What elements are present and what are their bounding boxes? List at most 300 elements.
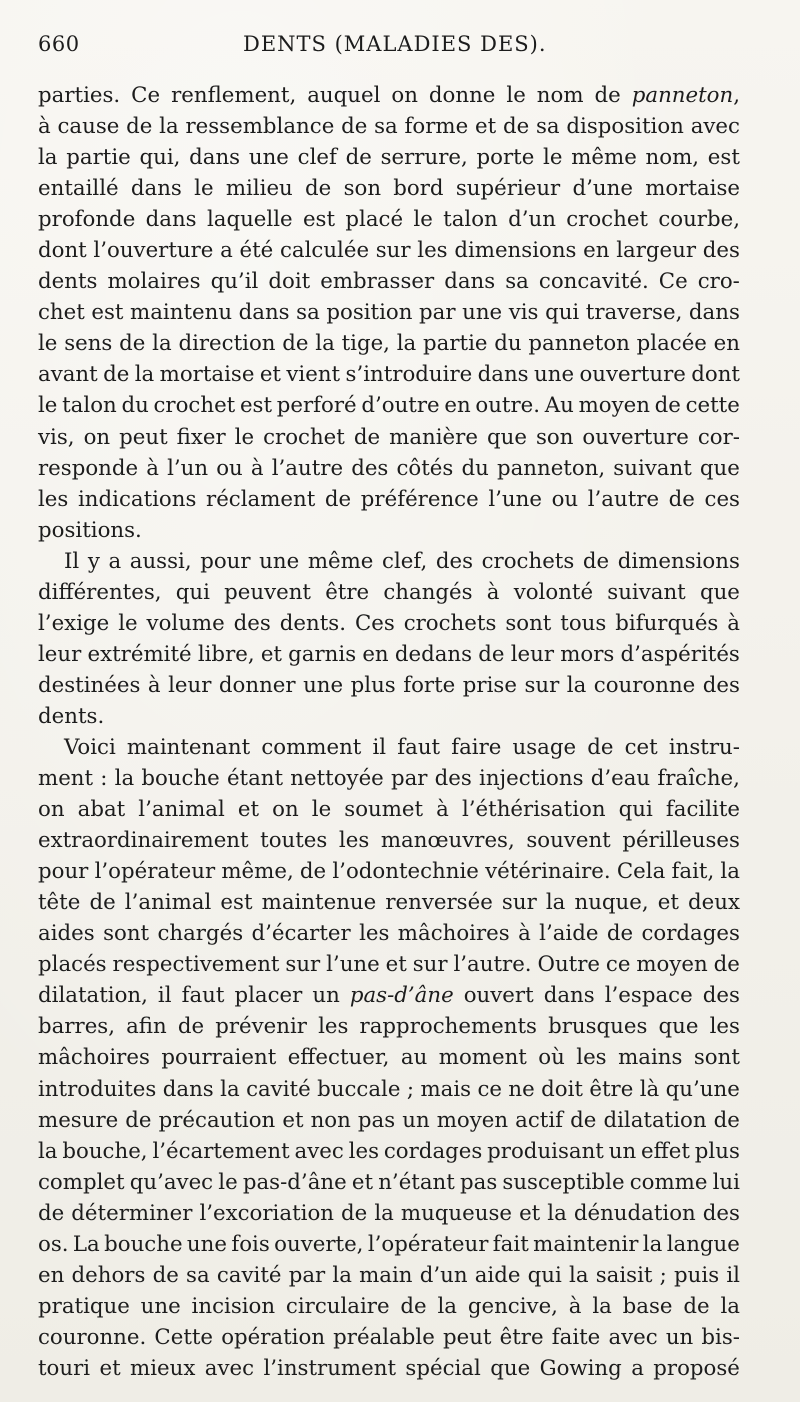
word: embrasser [320, 269, 435, 295]
word: extrémité [87, 641, 192, 667]
word: bord [393, 176, 444, 202]
word: fraîche, [657, 766, 740, 792]
word: préférence [360, 486, 479, 512]
word: sa [186, 1262, 210, 1288]
word: porte [476, 145, 535, 171]
word: comment [261, 734, 362, 760]
word: la [569, 1262, 589, 1288]
word: de [324, 486, 352, 512]
word: donne [428, 83, 496, 108]
word: injections [479, 766, 584, 792]
word: vis, [38, 424, 75, 450]
word: concavité. [538, 269, 649, 295]
word: qui [618, 797, 653, 823]
word: la [720, 1293, 740, 1319]
word: afin [126, 1014, 167, 1040]
word: faut [397, 734, 441, 760]
word: différentes, [38, 579, 162, 605]
word: dans [130, 176, 182, 202]
word: de [282, 331, 309, 357]
word: circulaire [285, 1293, 390, 1319]
word: qu’il [210, 269, 259, 295]
word: dents. [279, 610, 346, 636]
word: position [326, 300, 413, 326]
word: moment [438, 1045, 527, 1071]
word: dans [145, 207, 197, 233]
word: il [372, 734, 387, 760]
word: la [566, 672, 587, 698]
word: calculée [279, 238, 370, 264]
text-line [38, 825, 740, 856]
word: Cette [154, 1324, 214, 1350]
word: nettoyée [290, 766, 384, 792]
word: renflement, [171, 83, 297, 108]
word: fait [492, 1231, 529, 1257]
word: la [38, 1138, 58, 1164]
text-line [38, 577, 740, 608]
word: d’eau [590, 766, 651, 792]
word: lui [712, 1169, 740, 1195]
word: l’un [167, 455, 209, 481]
text-line [38, 546, 740, 577]
word: la [38, 145, 58, 171]
word: été [239, 238, 274, 264]
page-number: 660 [38, 32, 80, 56]
word: mortaise [159, 362, 255, 388]
word: proposé [653, 1355, 740, 1381]
word: la [315, 331, 335, 357]
word: renversée [385, 890, 493, 916]
word: par [419, 300, 456, 326]
word: déterminer [71, 1200, 193, 1226]
word: non [310, 1107, 351, 1133]
word: mains [618, 1045, 683, 1071]
running-head: DENTS (MALADIES DES). [243, 32, 547, 56]
word: cet [624, 734, 658, 760]
word: ou [551, 486, 579, 512]
word: touri [38, 1355, 91, 1381]
word: supérieur [455, 176, 561, 202]
word: plus [350, 672, 396, 698]
word: du [461, 455, 489, 481]
word: moyen [436, 1107, 509, 1133]
word: et [237, 797, 260, 823]
word: Gowing [539, 1355, 622, 1381]
word: l’une [326, 952, 380, 978]
word: les [318, 1014, 349, 1040]
word: avec [294, 1138, 344, 1164]
word: où [538, 1045, 565, 1071]
word: doit [268, 269, 311, 295]
word: saisit [595, 1262, 653, 1288]
word: au [400, 1045, 428, 1071]
word: plus [694, 1138, 740, 1164]
word: a [108, 548, 122, 574]
word: de [177, 1014, 205, 1040]
word: entaillé [38, 176, 119, 202]
word: cette [685, 393, 740, 419]
word: et [385, 952, 407, 978]
word: en [362, 641, 389, 667]
word: milieu [225, 176, 293, 202]
word: moyen [636, 952, 708, 978]
word: introduites [38, 1076, 157, 1102]
word: une [259, 548, 300, 574]
word: sont [693, 1045, 740, 1071]
word: ouvert [463, 983, 534, 1009]
word: de [478, 641, 505, 667]
word: une [186, 1231, 227, 1257]
text-line [38, 80, 740, 111]
word: être [499, 1324, 544, 1350]
word: la [152, 331, 172, 357]
word: la [332, 1262, 352, 1288]
word: s’introduire [345, 362, 473, 388]
word: manœuvres, [380, 828, 515, 854]
word: prévenir [215, 1014, 307, 1040]
word: que [699, 579, 740, 605]
word: est [91, 300, 124, 326]
word: la [437, 1293, 458, 1319]
word: le [218, 1169, 238, 1195]
text-line [38, 1167, 740, 1198]
word: l’autre [587, 486, 660, 512]
word: ne [508, 1076, 535, 1102]
word: clef, [382, 548, 428, 574]
word: gencive, [467, 1293, 558, 1319]
word: une [248, 145, 289, 171]
text-line [38, 608, 740, 639]
word: bifurqués [615, 610, 719, 636]
word: changés [383, 579, 473, 605]
word: le [38, 393, 58, 419]
word: et [475, 114, 497, 140]
word: serrure, [380, 145, 468, 171]
word: aussi, [129, 548, 192, 574]
word: suivant [607, 579, 686, 605]
word: là [639, 1076, 660, 1102]
word: rapprochements [359, 1014, 537, 1040]
text-line [38, 1198, 740, 1229]
word: clef [297, 145, 337, 171]
word: doit [541, 1076, 583, 1102]
word: fixer [176, 424, 226, 450]
word: est [707, 145, 740, 171]
text-line [38, 1291, 740, 1322]
text-line [38, 1136, 740, 1167]
word: instru- [668, 734, 740, 760]
word: des [434, 766, 472, 792]
text-line [38, 297, 740, 328]
word: un [312, 983, 340, 1009]
word: maintenir [533, 1231, 639, 1257]
word: maintenue [261, 890, 377, 916]
word: d’écarter [251, 921, 351, 947]
word: donner [218, 672, 296, 698]
word: dents. [38, 703, 105, 729]
word: l’odontechnie [332, 859, 479, 885]
word: couronne [593, 672, 696, 698]
word: de [587, 734, 614, 760]
text-line [38, 390, 740, 421]
word: le [311, 797, 332, 823]
word: à [38, 114, 51, 140]
word: qui [527, 1262, 562, 1288]
word: que [490, 1355, 531, 1381]
word: faut [181, 983, 225, 1009]
word: qu’une [665, 1076, 740, 1102]
text-line [38, 142, 740, 173]
word: sont [103, 921, 150, 947]
word: l’opérateur [367, 1231, 489, 1257]
word: fois [231, 1231, 270, 1257]
word: l’autre [271, 455, 344, 481]
word: la [545, 890, 566, 916]
word: panneton, [496, 455, 606, 481]
text-line [38, 1105, 740, 1136]
word: sur [375, 238, 411, 264]
word: effet [641, 1138, 690, 1164]
text-line [38, 484, 740, 515]
word: ouverte, [274, 1231, 364, 1257]
word: usage [512, 734, 577, 760]
word: les [348, 1138, 380, 1164]
word: dénudation [573, 1200, 696, 1226]
word: à [486, 579, 500, 605]
word: la [642, 1231, 663, 1257]
word: de [152, 1262, 179, 1288]
word: on [38, 797, 65, 823]
word: que [658, 1014, 699, 1040]
text-line [38, 732, 740, 763]
word: auquel [307, 83, 381, 108]
word: on [83, 424, 111, 450]
word: faire [451, 734, 502, 760]
word: spécial [405, 1355, 481, 1381]
word: dents [38, 269, 98, 295]
word: leur [168, 672, 212, 698]
word: la [396, 331, 417, 357]
word: de [502, 114, 530, 140]
word: Outre [537, 952, 601, 978]
word: et [259, 362, 281, 388]
word: a [631, 1355, 644, 1381]
word: dilatation [603, 1107, 707, 1133]
word: mortaise [645, 176, 740, 202]
word: des [351, 455, 389, 481]
word: les [576, 1045, 607, 1071]
word: ; [659, 1262, 667, 1288]
text-line [38, 1011, 740, 1042]
word: nom, [645, 145, 700, 171]
word: sur [501, 890, 537, 916]
word: cro- [697, 269, 740, 295]
word: de [353, 424, 381, 450]
word: dont [691, 362, 740, 388]
word: l’éthérisation [461, 797, 606, 823]
word: placer [234, 983, 303, 1009]
word: laquelle [206, 207, 293, 233]
word: panneton, [631, 83, 740, 108]
word: barres, [38, 1014, 115, 1040]
word: outre. [475, 393, 541, 419]
word: facilite [665, 797, 740, 823]
word: d’une [572, 176, 633, 202]
word: sa [296, 300, 320, 326]
page-header [38, 28, 760, 60]
word: périlleuses [622, 828, 740, 854]
word: deux [688, 890, 740, 916]
word: est [239, 393, 273, 419]
word: maintenu [130, 300, 233, 326]
text-line [38, 887, 740, 918]
word: avec [690, 114, 740, 140]
word: dimensions [617, 548, 740, 574]
word: tous [560, 610, 607, 636]
word: dans [238, 300, 290, 326]
word: perforé [276, 393, 357, 419]
word: à [147, 672, 161, 698]
word: incision [191, 1293, 276, 1319]
word: préalable [333, 1324, 435, 1350]
word: ressemblance [185, 114, 335, 140]
word: effectuer, [287, 1045, 390, 1071]
text-line [38, 1229, 740, 1260]
word: langue [666, 1231, 740, 1257]
word: indications [77, 486, 197, 512]
word: base [622, 1293, 673, 1319]
word: puis [674, 1262, 720, 1288]
word: pour [38, 859, 89, 885]
word: ou [216, 455, 243, 481]
word: moyen [578, 393, 650, 419]
word: de [341, 114, 368, 140]
word: cavité [246, 1076, 311, 1102]
word: et [351, 1169, 374, 1195]
word: Voici [64, 734, 116, 760]
word: bouche [141, 766, 220, 792]
word: buccale [317, 1076, 401, 1102]
word: ce [605, 952, 631, 978]
word: des [435, 548, 474, 574]
word: manière [389, 424, 478, 450]
word: qui, [139, 145, 181, 171]
word: chargés [157, 921, 244, 947]
word: de [103, 362, 130, 388]
word: mesure [38, 1107, 119, 1133]
word: Cela [616, 859, 666, 885]
word: et [282, 1107, 304, 1133]
word: peuvent [224, 579, 311, 605]
word: partie [66, 145, 131, 171]
word: crochet [263, 424, 345, 450]
word: garnis [288, 641, 357, 667]
word: des [702, 983, 740, 1009]
word: traverse, [585, 300, 683, 326]
word: cordages [383, 1138, 483, 1164]
word: dedans [394, 641, 473, 667]
text-line [38, 1260, 740, 1291]
word: avec [608, 1324, 658, 1350]
word: de [345, 145, 372, 171]
word: les [359, 921, 390, 947]
word: dans [543, 983, 595, 1009]
word: dimensions [454, 238, 577, 264]
word: volonté [513, 579, 594, 605]
word: une [140, 1293, 181, 1319]
word: de [126, 114, 153, 140]
text-line [38, 701, 740, 732]
word: même, [221, 859, 294, 885]
word: ment [38, 766, 94, 792]
text-line [38, 1042, 740, 1073]
word: n’étant [378, 1169, 455, 1195]
word: de [713, 952, 740, 978]
word: profonde [38, 207, 136, 233]
word: un [665, 1324, 694, 1350]
word: direction [178, 331, 276, 357]
word: de [582, 548, 610, 574]
text-line [38, 515, 740, 546]
word: réclament [206, 486, 316, 512]
word: de [606, 921, 634, 947]
word: leur [38, 641, 82, 667]
word: disposition [566, 114, 684, 140]
word: Ce [131, 83, 161, 108]
word: sont [505, 610, 552, 636]
word: sa [374, 114, 398, 140]
word: la [547, 1200, 567, 1226]
text-line [38, 111, 740, 142]
word: molaires [107, 269, 201, 295]
word: ouverture [579, 362, 686, 388]
word: de [305, 176, 332, 202]
body-text [38, 80, 740, 1384]
word: pas [357, 1107, 396, 1133]
word: l’exige [38, 610, 110, 636]
text-line [38, 359, 740, 390]
word: dans [162, 1076, 214, 1102]
word: ces [704, 486, 740, 512]
word: est [302, 207, 336, 233]
word: à [568, 1293, 582, 1319]
word: des [702, 238, 740, 264]
text-line [38, 328, 740, 359]
word: largeur [616, 238, 697, 264]
word: de [119, 331, 146, 357]
word: vis [508, 300, 539, 326]
word: en [38, 1262, 65, 1288]
word: à [436, 797, 449, 823]
word: est [220, 890, 253, 916]
word: sur [524, 672, 560, 698]
word: extraordinairement [38, 828, 249, 854]
word: les [338, 828, 370, 854]
word: l’espace [604, 983, 693, 1009]
word: partie [423, 331, 488, 357]
word: muqueuse [400, 1200, 513, 1226]
word: du [494, 331, 522, 357]
word: ouverture [582, 424, 689, 450]
word: l’aide [539, 921, 599, 947]
word: faite [551, 1324, 601, 1350]
word: on [391, 83, 418, 108]
word: placée [636, 331, 707, 357]
word: respectivement [112, 952, 280, 978]
word: des [702, 1200, 740, 1226]
word: l’opérateur [94, 859, 216, 885]
word: destinées [38, 672, 141, 698]
